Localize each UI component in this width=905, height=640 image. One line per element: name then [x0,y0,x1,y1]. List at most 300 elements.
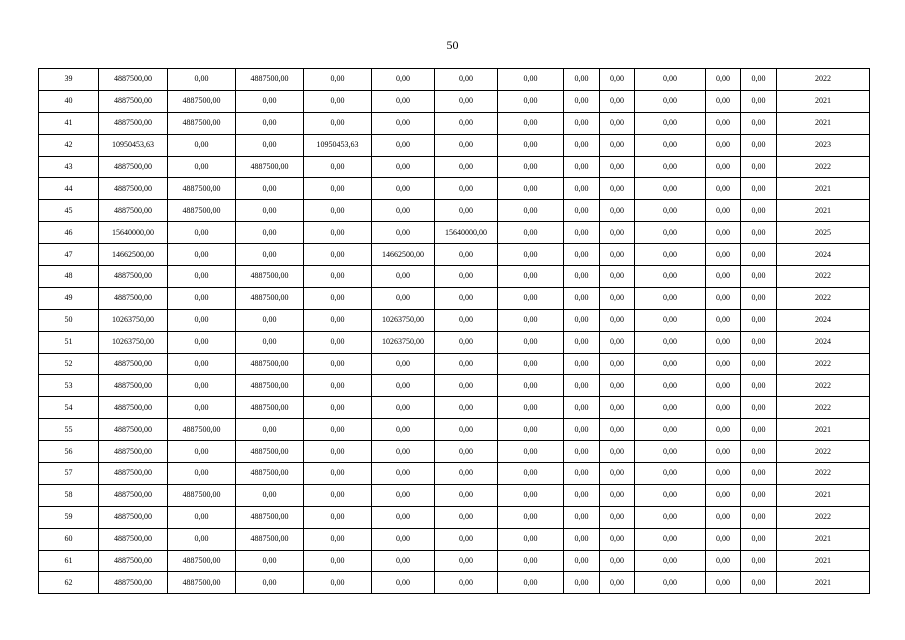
table-cell: 4887500,00 [236,375,304,397]
table-cell: 0,00 [372,156,435,178]
table-cell: 0,00 [564,112,600,134]
table-cell: 0,00 [741,112,777,134]
table-cell: 0,00 [304,69,372,91]
table-cell: 0,00 [372,397,435,419]
table-cell: 0,00 [741,419,777,441]
table-row [39,375,870,397]
table-cell: 0,00 [304,309,372,331]
table-cell: 0,00 [372,90,435,112]
table-cell: 0,00 [236,484,304,506]
table-cell: 0,00 [372,572,435,594]
table-cell: 0,00 [498,222,564,244]
table-cell: 0,00 [435,309,498,331]
table-cell: 0,00 [600,419,635,441]
table-cell: 0,00 [600,287,635,309]
table-cell: 15640000,00 [99,222,168,244]
table-cell: 0,00 [435,200,498,222]
table-cell: 0,00 [741,397,777,419]
table-cell: 0,00 [741,331,777,353]
table-cell: 0,00 [706,484,741,506]
table-cell: 0,00 [741,353,777,375]
table-cell: 0,00 [372,178,435,200]
table-cell: 0,00 [372,419,435,441]
table-cell: 0,00 [168,397,236,419]
table-cell: 0,00 [168,134,236,156]
table-cell: 4887500,00 [236,156,304,178]
table-cell: 0,00 [600,484,635,506]
table-cell: 10263750,00 [372,309,435,331]
table-row [39,178,870,200]
data-table [38,68,870,594]
table-cell: 4887500,00 [236,441,304,463]
table-cell: 0,00 [304,441,372,463]
table-cell: 0,00 [600,375,635,397]
table-cell: 0,00 [304,484,372,506]
table-cell: 0,00 [236,200,304,222]
table-cell: 4887500,00 [168,112,236,134]
table-cell: 0,00 [435,90,498,112]
table-cell: 4887500,00 [99,69,168,91]
table-cell: 0,00 [564,156,600,178]
table-cell: 0,00 [168,287,236,309]
table-row [39,134,870,156]
table-cell: 4887500,00 [99,112,168,134]
table-cell: 0,00 [564,287,600,309]
table-cell: 0,00 [600,134,635,156]
table-cell: 0,00 [564,441,600,463]
table-cell: 45 [39,200,99,222]
table-cell: 0,00 [236,244,304,266]
table-cell: 4887500,00 [99,178,168,200]
table-cell: 0,00 [635,419,706,441]
table-cell: 0,00 [706,156,741,178]
table-cell: 4887500,00 [99,506,168,528]
table-cell: 0,00 [600,506,635,528]
table-cell: 0,00 [741,90,777,112]
table-cell: 2022 [777,69,870,91]
table-cell: 0,00 [600,90,635,112]
table-cell: 0,00 [304,156,372,178]
table-cell: 4887500,00 [168,484,236,506]
table-row [39,331,870,353]
table-cell: 0,00 [435,266,498,288]
table-cell: 0,00 [236,550,304,572]
table-cell: 4887500,00 [168,550,236,572]
table-cell: 0,00 [304,528,372,550]
table-cell: 0,00 [435,112,498,134]
table-cell: 0,00 [372,69,435,91]
table-cell: 0,00 [635,90,706,112]
table-cell: 0,00 [236,90,304,112]
table-cell: 0,00 [635,112,706,134]
table-cell: 0,00 [635,506,706,528]
table-cell: 40 [39,90,99,112]
table-row [39,309,870,331]
table-row [39,69,870,91]
table-cell: 0,00 [635,156,706,178]
table-cell: 0,00 [498,441,564,463]
table-cell: 0,00 [706,463,741,485]
table-cell: 0,00 [435,134,498,156]
table-row [39,441,870,463]
table-cell: 0,00 [435,331,498,353]
table-cell: 0,00 [706,506,741,528]
table-cell: 0,00 [635,353,706,375]
table-cell: 0,00 [564,463,600,485]
table-cell: 0,00 [498,506,564,528]
table-cell: 2024 [777,244,870,266]
table-cell: 60 [39,528,99,550]
table-cell: 0,00 [706,222,741,244]
table-cell: 0,00 [435,572,498,594]
table-cell: 0,00 [706,112,741,134]
table-cell: 0,00 [600,572,635,594]
table-cell: 0,00 [168,375,236,397]
table-cell: 4887500,00 [99,397,168,419]
table-row [39,112,870,134]
table-cell: 0,00 [706,90,741,112]
table-cell: 52 [39,353,99,375]
table-cell: 0,00 [741,200,777,222]
table-cell: 0,00 [498,200,564,222]
table-cell: 0,00 [498,419,564,441]
table-cell: 0,00 [236,134,304,156]
table-cell: 0,00 [498,287,564,309]
table-cell: 62 [39,572,99,594]
table-cell: 0,00 [564,397,600,419]
table-cell: 0,00 [635,69,706,91]
table-cell: 14662500,00 [372,244,435,266]
table-cell: 0,00 [372,266,435,288]
table-cell: 0,00 [600,331,635,353]
table-cell: 0,00 [236,572,304,594]
table-cell: 0,00 [236,419,304,441]
table-cell: 0,00 [498,69,564,91]
table-cell: 4887500,00 [99,441,168,463]
table-row [39,90,870,112]
table-cell: 0,00 [372,550,435,572]
table-cell: 0,00 [435,156,498,178]
table-cell: 0,00 [600,69,635,91]
table-cell: 0,00 [741,266,777,288]
table-cell: 0,00 [372,287,435,309]
table-cell: 2022 [777,353,870,375]
table-cell: 4887500,00 [236,397,304,419]
table-cell: 0,00 [706,134,741,156]
table-body [39,69,870,594]
table-cell: 0,00 [498,331,564,353]
table-cell: 0,00 [706,572,741,594]
table-cell: 2022 [777,287,870,309]
table-cell: 0,00 [741,484,777,506]
table-cell: 4887500,00 [236,353,304,375]
table-cell: 4887500,00 [99,572,168,594]
table-cell: 0,00 [706,550,741,572]
table-cell: 0,00 [372,200,435,222]
table-cell: 0,00 [706,244,741,266]
table-cell: 0,00 [304,397,372,419]
table-cell: 0,00 [564,69,600,91]
table-cell: 10950453,63 [99,134,168,156]
table-cell: 4887500,00 [99,287,168,309]
table-cell: 0,00 [435,287,498,309]
table-cell: 0,00 [168,309,236,331]
table-cell: 4887500,00 [236,266,304,288]
table-cell: 0,00 [741,441,777,463]
table-cell: 0,00 [498,463,564,485]
table-cell: 0,00 [168,528,236,550]
table-cell: 2021 [777,200,870,222]
table-cell: 0,00 [236,222,304,244]
table-row [39,397,870,419]
table-cell: 47 [39,244,99,266]
table-cell: 0,00 [304,222,372,244]
table-cell: 0,00 [600,550,635,572]
table-cell: 0,00 [498,353,564,375]
table-cell: 0,00 [168,441,236,463]
table-row [39,550,870,572]
table-cell: 0,00 [372,463,435,485]
table-cell: 0,00 [635,222,706,244]
table-cell: 2022 [777,156,870,178]
table-cell: 0,00 [635,244,706,266]
table-row [39,287,870,309]
table-cell: 43 [39,156,99,178]
table-cell: 0,00 [435,419,498,441]
table-cell: 0,00 [635,484,706,506]
table-row [39,156,870,178]
table-cell: 44 [39,178,99,200]
table-cell: 0,00 [435,506,498,528]
table-cell: 2021 [777,419,870,441]
table-cell: 4887500,00 [168,178,236,200]
table-cell: 0,00 [741,506,777,528]
table-cell: 2021 [777,550,870,572]
table-cell: 0,00 [498,266,564,288]
table-cell: 2022 [777,375,870,397]
table-cell: 4887500,00 [236,287,304,309]
table-cell: 0,00 [741,463,777,485]
table-cell: 55 [39,419,99,441]
table-cell: 4887500,00 [99,484,168,506]
table-cell: 0,00 [564,134,600,156]
table-cell: 0,00 [564,90,600,112]
table-cell: 48 [39,266,99,288]
table-row [39,506,870,528]
table-cell: 0,00 [635,441,706,463]
table-cell: 0,00 [372,441,435,463]
table-cell: 0,00 [600,200,635,222]
table-cell: 2025 [777,222,870,244]
table-cell: 0,00 [304,112,372,134]
table-row [39,222,870,244]
table-cell: 0,00 [635,528,706,550]
table-cell: 58 [39,484,99,506]
table-cell: 0,00 [635,375,706,397]
table-cell: 0,00 [564,244,600,266]
table-cell: 4887500,00 [99,463,168,485]
table-cell: 0,00 [706,331,741,353]
table-cell: 0,00 [600,178,635,200]
table-cell: 2022 [777,441,870,463]
table-cell: 2022 [777,506,870,528]
table-row [39,244,870,266]
table-cell: 0,00 [741,178,777,200]
table-cell: 0,00 [564,572,600,594]
table-cell: 0,00 [304,353,372,375]
table-cell: 50 [39,309,99,331]
table-cell: 0,00 [600,309,635,331]
table-cell: 0,00 [564,266,600,288]
table-cell: 0,00 [600,156,635,178]
table-cell: 0,00 [706,200,741,222]
table-cell: 0,00 [498,484,564,506]
table-cell: 46 [39,222,99,244]
table-cell: 4887500,00 [99,550,168,572]
table-cell: 0,00 [372,506,435,528]
table-cell: 0,00 [304,506,372,528]
table-cell: 4887500,00 [236,528,304,550]
table-cell: 4887500,00 [99,90,168,112]
table-cell: 0,00 [304,90,372,112]
table-cell: 0,00 [635,572,706,594]
table-cell: 0,00 [498,572,564,594]
table-cell: 4887500,00 [236,463,304,485]
table-cell: 0,00 [741,550,777,572]
table-cell: 0,00 [498,90,564,112]
table-cell: 0,00 [498,156,564,178]
table-cell: 2021 [777,528,870,550]
table-cell: 0,00 [741,156,777,178]
table-cell: 0,00 [304,572,372,594]
table-cell: 0,00 [304,200,372,222]
table-cell: 0,00 [741,309,777,331]
table-cell: 0,00 [635,397,706,419]
table-cell: 0,00 [372,484,435,506]
table-cell: 4887500,00 [168,90,236,112]
table-cell: 0,00 [706,441,741,463]
table-cell: 0,00 [564,419,600,441]
table-cell: 4887500,00 [236,69,304,91]
table-cell: 0,00 [498,178,564,200]
table-cell: 57 [39,463,99,485]
table-cell: 0,00 [741,287,777,309]
table-cell: 0,00 [435,244,498,266]
table-cell: 0,00 [435,484,498,506]
table-cell: 10263750,00 [99,331,168,353]
table-cell: 2022 [777,397,870,419]
table-cell: 53 [39,375,99,397]
table-cell: 0,00 [600,266,635,288]
table-cell: 0,00 [741,222,777,244]
table-cell: 0,00 [706,287,741,309]
table-cell: 0,00 [498,397,564,419]
table-row [39,572,870,594]
table-cell: 0,00 [741,244,777,266]
table-cell: 0,00 [168,244,236,266]
table-cell: 0,00 [741,572,777,594]
table-cell: 61 [39,550,99,572]
table-cell: 4887500,00 [99,266,168,288]
table-cell: 10263750,00 [372,331,435,353]
table-cell: 4887500,00 [99,200,168,222]
table-cell: 15640000,00 [435,222,498,244]
table-cell: 10263750,00 [99,309,168,331]
table-cell: 0,00 [498,112,564,134]
table-cell: 0,00 [635,266,706,288]
table-cell: 0,00 [635,200,706,222]
table-cell: 0,00 [435,550,498,572]
table-cell: 0,00 [564,375,600,397]
table-cell: 0,00 [168,222,236,244]
table-cell: 0,00 [168,463,236,485]
table-cell: 51 [39,331,99,353]
table-cell: 41 [39,112,99,134]
table-cell: 0,00 [236,331,304,353]
table-cell: 0,00 [168,331,236,353]
table-cell: 54 [39,397,99,419]
table-cell: 0,00 [635,463,706,485]
table-cell: 0,00 [435,528,498,550]
table-cell: 0,00 [435,441,498,463]
table-cell: 0,00 [635,331,706,353]
table-cell: 0,00 [600,463,635,485]
table-cell: 0,00 [635,134,706,156]
table-cell: 0,00 [706,309,741,331]
table-cell: 0,00 [498,309,564,331]
table-cell: 4887500,00 [99,528,168,550]
table-cell: 0,00 [706,375,741,397]
table-row [39,484,870,506]
table-cell: 2023 [777,134,870,156]
table-cell: 0,00 [635,287,706,309]
table-cell: 4887500,00 [99,375,168,397]
table-cell: 0,00 [706,178,741,200]
table-cell: 0,00 [600,441,635,463]
table-cell: 4887500,00 [99,353,168,375]
table-cell: 0,00 [372,134,435,156]
table-cell: 0,00 [741,134,777,156]
table-cell: 0,00 [168,506,236,528]
table-cell: 0,00 [600,353,635,375]
table-cell: 0,00 [498,375,564,397]
table-cell: 4887500,00 [236,506,304,528]
table-row [39,463,870,485]
table-cell: 0,00 [435,463,498,485]
table-cell: 0,00 [741,69,777,91]
table-cell: 0,00 [741,528,777,550]
table-cell: 0,00 [435,178,498,200]
table-cell: 0,00 [304,550,372,572]
table-cell: 0,00 [304,331,372,353]
table-row [39,528,870,550]
table-cell: 0,00 [372,222,435,244]
table-cell: 59 [39,506,99,528]
table-cell: 2021 [777,112,870,134]
table-cell: 0,00 [635,550,706,572]
table-cell: 14662500,00 [99,244,168,266]
table-cell: 56 [39,441,99,463]
table-row [39,266,870,288]
table-cell: 0,00 [706,353,741,375]
table-cell: 4887500,00 [168,419,236,441]
table-cell: 2021 [777,178,870,200]
table-cell: 0,00 [372,353,435,375]
table-cell: 0,00 [372,375,435,397]
table-cell: 0,00 [372,112,435,134]
table-cell: 0,00 [635,178,706,200]
table-cell: 0,00 [168,156,236,178]
